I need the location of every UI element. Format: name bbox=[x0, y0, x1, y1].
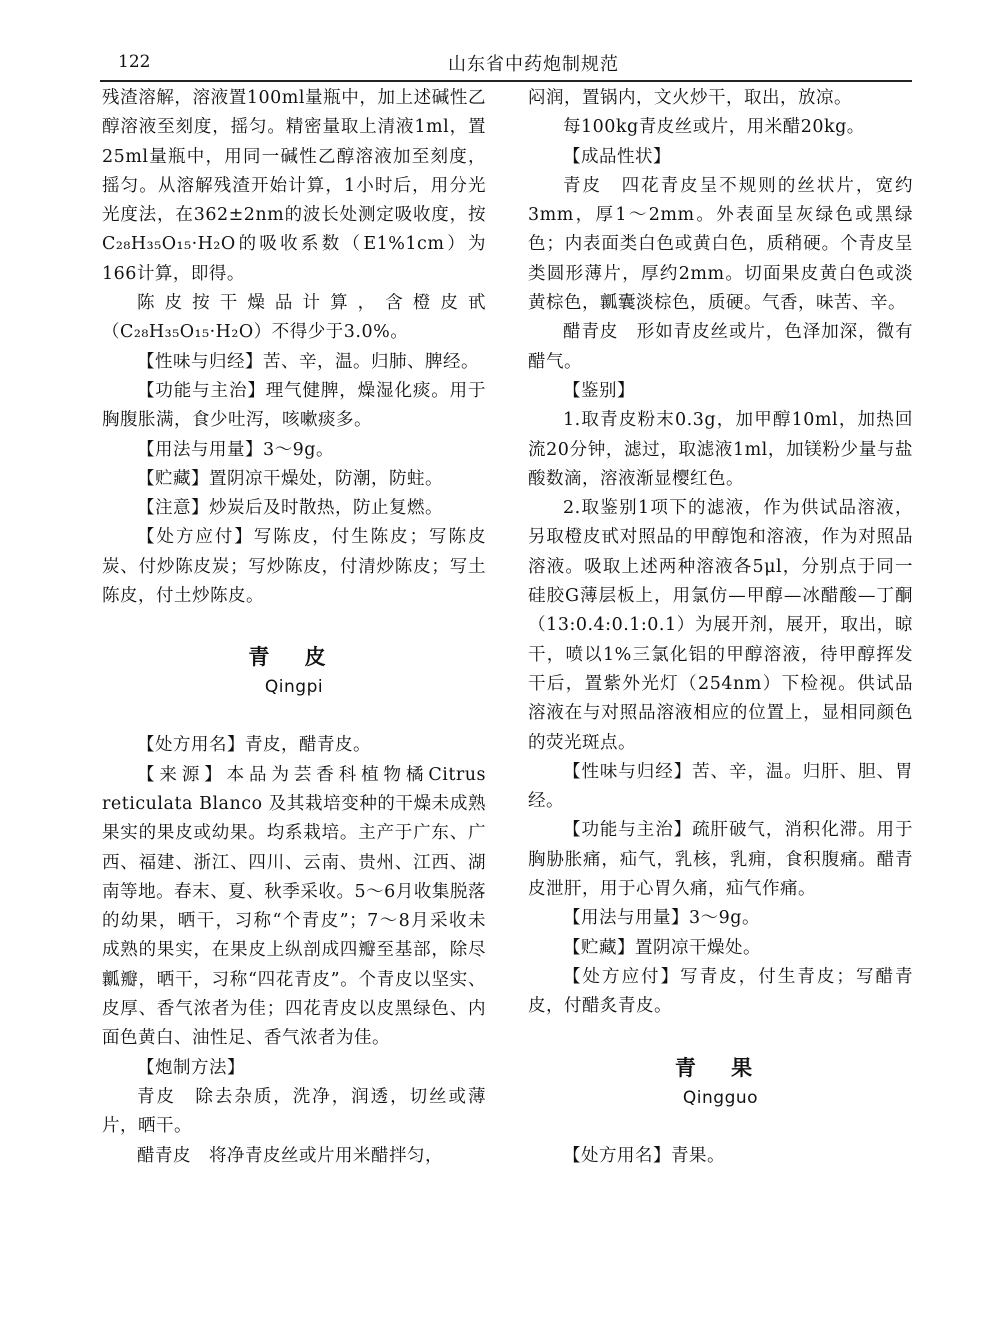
left-column bbox=[102, 84, 486, 1171]
right-column bbox=[528, 84, 913, 1171]
paragraph: 醋青皮 将净青皮丝或片用米醋拌匀， bbox=[137, 1145, 443, 1166]
paragraph: 2.取鉴别1项下的滤液，作为供试品溶液，另取橙皮甙对照品的甲醇饱和溶液，作为对照品溶液。吸取上述两种溶液各5μl，分别点于同一硅胶G薄层板上，用氯仿—甲醇—冰醋酸—丁酮（13:0.4:0.1:0.1）为展开剂，展开，取出，晾干，喷以1%三氯化铝的甲醇溶液，待甲醇挥发干后，置紫外光灯（254nm）下检视。供试品溶液在与对照品溶液相应的位置上，显相同颜色的荧光斑点。 bbox=[528, 498, 913, 753]
paragraph: 【贮藏】置阴凉干燥处，防潮，防蛀。 bbox=[137, 468, 443, 489]
section-pinyin-qingpi: Qingpi bbox=[264, 677, 324, 698]
section-title-qingpi: 青 皮 bbox=[248, 644, 340, 670]
paragraph: 【处方用名】青果。 bbox=[563, 1145, 725, 1166]
paragraph: 【处方应付】写陈皮，付生陈皮；写陈皮炭、付炒陈皮炭；写炒陈皮，付清炒陈皮；写土陈皮，付土炒陈皮。 bbox=[102, 527, 486, 607]
page-header bbox=[100, 44, 912, 82]
paragraph: 【功能与主治】理气健脾，燥湿化痰。用于胸腹胀满，食少吐泻，咳嗽痰多。 bbox=[102, 380, 486, 431]
running-title: 山东省中药炮制规范 bbox=[448, 54, 619, 75]
paragraph: 【注意】炒炭后及时散热，防止复燃。 bbox=[137, 498, 443, 519]
paragraph: 残渣溶解，溶液置100ml量瓶中，加上述碱性乙醇溶液至刻度，摇匀。精密量取上清液1ml，置25ml量瓶中，用同一碱性乙醇溶液加至刻度，摇匀。从溶解残渣开始计算，1小时后，用分光光度法，在362±2nm的波长处测定吸收度，按C₂₈H₃₅O₁₅·H₂O的吸收系数（E1%1cm）为166计算，即得。 bbox=[102, 88, 486, 284]
paragraph: 醋青皮 形如青皮丝或片，色泽加深，微有醋气。 bbox=[528, 322, 913, 372]
paragraph: 【功能与主治】疏肝破气，消积化滞。用于胸胁胀痛，疝气，乳核，乳痈，食积腹痛。醋青皮泄肝，用于心胃久痛，疝气作痛。 bbox=[528, 820, 913, 900]
paragraph: 【成品性状】 bbox=[563, 146, 671, 167]
paragraph: 陈皮按干燥品计算，含橙皮甙（C₂₈H₃₅O₁₅·H₂O）不得少于3.0%。 bbox=[102, 293, 486, 343]
paragraph: 青皮 除去杂质，洗净，润透，切丝或薄片，晒干。 bbox=[102, 1086, 486, 1137]
section-pinyin-qingguo: Qingguo bbox=[682, 1087, 759, 1108]
paragraph: 【性味与归经】苦、辛，温。归肺、脾经。 bbox=[137, 351, 479, 372]
paragraph: 【用法与用量】3～9g。 bbox=[137, 439, 334, 460]
paragraph: 【用法与用量】3～9g。 bbox=[563, 908, 760, 929]
paragraph: 闷润，置锅内，文火炒干，取出，放凉。 bbox=[528, 88, 852, 108]
paragraph: 【来源】本品为芸香科植物橘Citrus reticulata Blanco 及其栽培变种的干燥未成熟果实的果皮或幼果。均系栽培。主产于广东、广西、福建、浙江、四川、云南、贵州、江西、湖南等地。春末、夏、秋季采收。5～6月收集脱落的幼果，晒干，习称“个青皮”；7～8月采收未成熟的果实，在果皮上纵剖成四瓣至基部，除尽瓤瓣，晒干，习称“四花青皮”。个青皮以坚实、皮厚、香气浓者为佳；四花青皮以皮黑绿色、内面色黄白、油性足、香气浓者为佳。 bbox=[102, 764, 486, 1049]
page-number: 122 bbox=[118, 52, 151, 72]
paragraph: 【性味与归经】苦、辛，温。归肝、胆、胃经。 bbox=[528, 761, 913, 812]
paragraph: 【炮制方法】 bbox=[137, 1057, 245, 1078]
paragraph: 1.取青皮粉末0.3g，加甲醇10ml，加热回流20分钟，滤过，取滤液1ml，加镁粉少量与盐酸数滴，溶液渐显樱红色。 bbox=[528, 410, 913, 489]
paragraph: 每100kg青皮丝或片，用米醋20kg。 bbox=[563, 117, 865, 138]
paragraph: 【处方应付】写青皮，付生青皮；写醋青皮，付醋炙青皮。 bbox=[528, 966, 913, 1017]
paragraph: 青皮 四花青皮呈不规则的丝状片，宽约3mm，厚1～2mm。外表面呈灰绿色或黑绿色；内表面类白色或黄白色，质稍硬。个青皮呈类圆形薄片，厚约2mm。切面果皮黄白色或淡黄棕色，瓤囊淡棕色，质硬。气香，味苦、辛。 bbox=[528, 175, 913, 314]
paragraph: 【贮藏】置阴凉干燥处。 bbox=[563, 937, 761, 958]
paragraph: 【鉴别】 bbox=[563, 380, 635, 401]
section-title-qingguo: 青 果 bbox=[674, 1054, 767, 1080]
paragraph: 【处方用名】青皮，醋青皮。 bbox=[137, 735, 371, 756]
